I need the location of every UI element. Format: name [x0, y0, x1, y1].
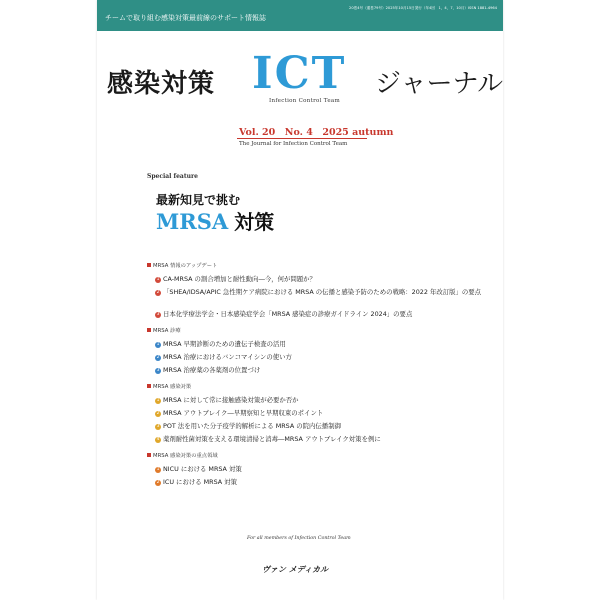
magazine-cover	[97, 0, 503, 600]
item-number-icon: 2	[156, 290, 160, 295]
item-number-icon: 2	[156, 355, 160, 360]
toc-item	[155, 421, 497, 434]
footer-tagline: For all members of Infection Control Team	[247, 536, 351, 541]
toc-item-text: ICU における MRSA 対策	[163, 478, 237, 486]
magazine-title	[107, 48, 504, 108]
title-ict: ICT	[252, 48, 347, 99]
toc-item-text: 薬剤耐性菌対策を支える環境清掃と消毒―MRSA アウトブレイク対策を例に	[163, 435, 381, 443]
toc-item-text: 日本化学療法学会・日本感染症学会「MRSA 感染症の診療ガイドライン 2024」の要点	[163, 310, 413, 318]
toc-item	[155, 408, 497, 421]
toc-item	[155, 434, 497, 447]
section-marker-icon	[147, 263, 151, 267]
header-tagline: チームで取り組む感染対策最前線のサポート情報誌	[105, 14, 266, 22]
item-number-icon: 1	[156, 398, 160, 403]
toc-item-text: MRSA 早期診断のための遺伝子検査の活用	[163, 340, 286, 348]
toc-section-title: MRSA 感染対策の重点領域	[153, 453, 218, 459]
section-marker-icon	[147, 384, 151, 388]
item-number-icon: 1	[156, 342, 160, 347]
title-english: Infection Control Team	[269, 98, 340, 104]
toc-section	[147, 326, 497, 335]
journal-english-name: The Journal for Infection Control Team	[239, 141, 348, 147]
feature-title	[156, 206, 274, 235]
toc-item	[155, 395, 497, 408]
section-marker-icon	[147, 328, 151, 332]
toc-section-title: MRSA 情報のアップデート	[153, 263, 218, 269]
toc-item-text: NICU における MRSA 対策	[163, 465, 242, 473]
toc-item	[155, 365, 497, 378]
item-number-icon: 4	[156, 437, 160, 442]
toc-item	[155, 274, 497, 287]
item-number-icon: 3	[156, 312, 160, 317]
item-number-icon: 3	[156, 424, 160, 429]
toc-item	[155, 477, 497, 490]
header-bar	[97, 0, 503, 31]
feature-title-taisaku: 対策	[234, 210, 275, 234]
toc-item	[155, 287, 495, 309]
toc-item	[155, 309, 497, 322]
item-number-icon: 1	[156, 277, 160, 282]
item-number-icon: 2	[156, 480, 160, 485]
toc-section-title: MRSA 診療	[153, 328, 181, 334]
toc-section-title: MRSA 感染対策	[153, 384, 192, 390]
toc-item-text: MRSA 治療におけるバンコマイシンの使い方	[163, 353, 292, 361]
title-part-kansen-taisaku: 感染対策	[107, 69, 216, 99]
item-number-icon: 3	[156, 368, 160, 373]
feature-subtitle: 最新知見で挑む	[156, 193, 241, 207]
toc-item-text: CA-MRSA の割合増加と耐性動向―今，何が問題か？	[163, 275, 316, 283]
toc-item-text: MRSA に対して常に接触感染対策が必要か否か	[163, 396, 299, 404]
publisher-name: ヴァン メディカル	[262, 564, 329, 574]
toc-item	[155, 339, 497, 352]
toc-item-text: 「SHEA/IDSA/APIC 急性期ケア病院における MRSA の伝播と感染予防のための戦略：2022 年改訂版」の要点	[163, 288, 482, 296]
item-number-icon: 1	[156, 467, 160, 472]
volume-divider	[237, 138, 367, 139]
item-number-icon: 2	[156, 411, 160, 416]
feature-title-mrsa: MRSA	[156, 209, 229, 234]
toc-item-text: MRSA 治療薬の各薬剤の位置づけ	[163, 366, 261, 374]
toc-section	[147, 382, 497, 391]
special-feature-label: Special feature	[147, 173, 198, 180]
toc-item	[155, 352, 497, 365]
toc-item-text: POT 法を用いた分子疫学的解析による MRSA の院内伝播制御	[163, 422, 341, 430]
volume-line: Vol. 20 No. 4 2025 autumn	[239, 127, 394, 138]
toc-item-text: MRSA アウトブレイク―早期察知と早期収束のポイント	[163, 409, 324, 417]
publication-info: 20巻4号（通巻79号）2025年10月15日発行（年4回 1，4，7，10月）ISSN 1881-4964	[349, 6, 497, 10]
section-marker-icon	[147, 453, 151, 457]
toc-item	[155, 464, 497, 477]
table-of-contents	[147, 257, 497, 490]
toc-section	[147, 261, 497, 270]
title-part-journal: ジャーナル	[375, 69, 504, 99]
toc-section	[147, 451, 497, 460]
